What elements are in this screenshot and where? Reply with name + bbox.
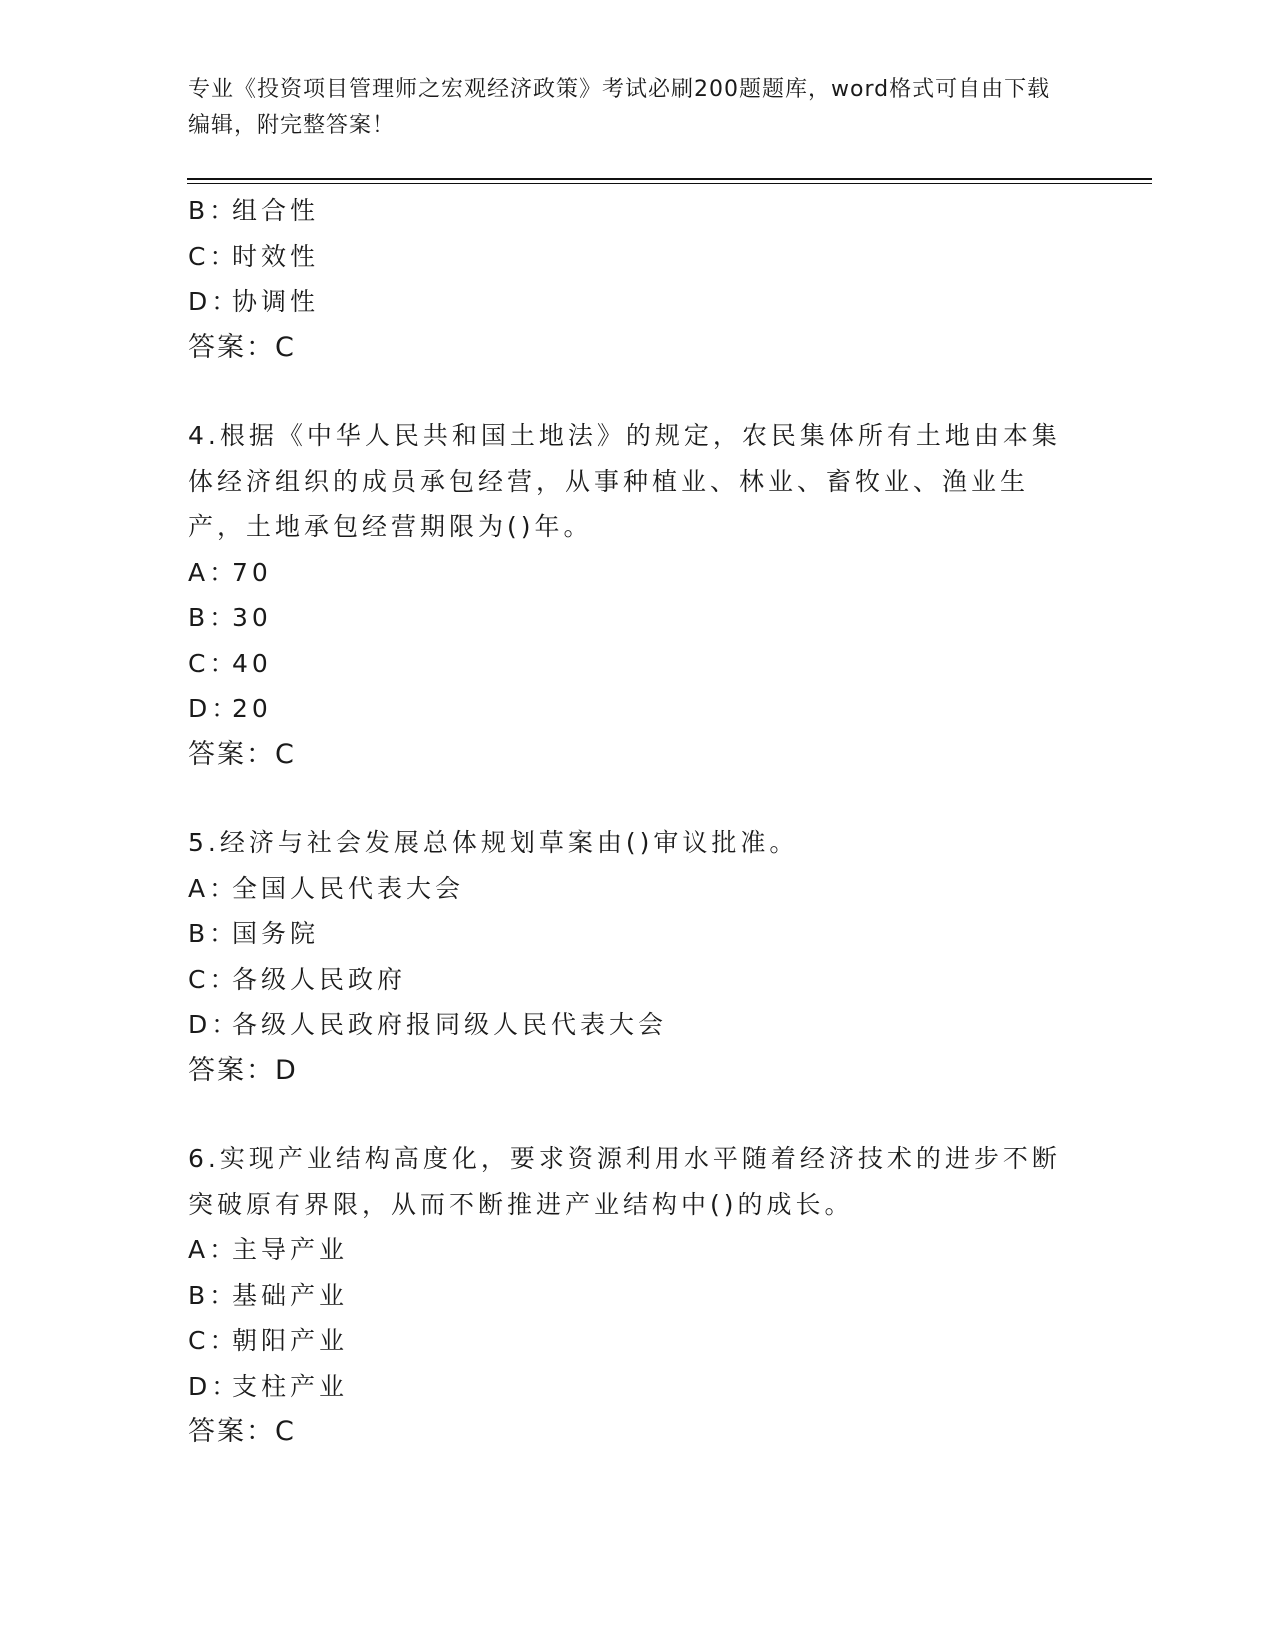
option-text: 40	[232, 648, 272, 678]
option-d	[188, 686, 1068, 732]
option-b	[188, 595, 1068, 641]
option-label: B：	[188, 196, 239, 225]
option-text: 时效性	[232, 241, 320, 271]
option-label: B：	[188, 603, 239, 632]
question-block-5	[188, 820, 1068, 1093]
header-rule-thin	[187, 183, 1152, 184]
option-text: 朝阳产业	[232, 1326, 349, 1355]
option-b	[188, 1273, 1068, 1319]
document-body	[188, 188, 1068, 1455]
option-b	[188, 911, 1068, 957]
question-block-6	[188, 1136, 1068, 1455]
option-c	[188, 957, 1068, 1003]
option-text: 各级人民政府报同级人民代表大会	[232, 1010, 668, 1039]
answer-line: 答案：C	[188, 331, 296, 363]
option-text: 国务院	[232, 919, 320, 948]
option-text: 30	[232, 603, 272, 632]
answer-line: 答案：C	[188, 738, 296, 770]
option-d	[188, 1364, 1068, 1410]
option-label: C：	[188, 964, 239, 994]
option-c	[188, 1318, 1068, 1364]
spacer	[188, 777, 1068, 820]
question-block-4	[188, 413, 1068, 777]
option-text: 协调性	[232, 287, 320, 316]
option-c	[188, 234, 1068, 280]
question-block-partial	[188, 188, 1068, 370]
option-label: A：	[188, 873, 239, 903]
option-label: D：	[188, 287, 241, 316]
option-b	[188, 188, 1068, 234]
answer-line: 答案：D	[188, 1054, 298, 1086]
option-label: D：	[188, 1010, 241, 1039]
option-d	[188, 279, 1068, 325]
option-text: 各级人民政府	[232, 964, 407, 994]
option-text: 70	[232, 557, 272, 587]
option-label: B：	[188, 1280, 239, 1310]
spacer	[188, 1093, 1068, 1136]
option-c	[188, 641, 1068, 687]
option-label: A：	[188, 1235, 239, 1264]
option-label: A：	[188, 557, 239, 587]
option-text: 组合性	[232, 196, 320, 225]
option-d	[188, 1002, 1068, 1048]
spacer	[188, 370, 1068, 413]
option-label: D：	[188, 1371, 241, 1401]
option-label: B：	[188, 919, 239, 948]
question-text: 6.实现产业结构高度化，要求资源利用水平随着经济技术的进步不断突破原有界限，从而不断推进产业结构中()的成长。	[188, 1144, 1061, 1219]
option-text: 主导产业	[232, 1235, 349, 1264]
option-text: 全国人民代表大会	[232, 873, 465, 903]
document-header: 专业《投资项目管理师之宏观经济政策》考试必刷200题题库，word格式可自由下载编辑，附完整答案！	[188, 77, 1051, 138]
option-a	[188, 1227, 1068, 1273]
option-a	[188, 550, 1068, 596]
option-label: C：	[188, 241, 239, 271]
question-text: 4.根据《中华人民共和国土地法》的规定，农民集体所有土地由本集体经济组织的成员承包经营，从事种植业、林业、畜牧业、渔业生产，土地承包经营期限为()年。	[188, 421, 1061, 541]
option-label: C：	[188, 648, 239, 678]
option-text: 20	[232, 694, 272, 723]
option-text: 支柱产业	[232, 1371, 349, 1401]
option-a	[188, 866, 1068, 912]
question-text: 5.经济与社会发展总体规划草案由()审议批准。	[188, 828, 799, 857]
header-rule-thick	[187, 178, 1152, 180]
answer-line: 答案：C	[188, 1416, 296, 1447]
option-label: C：	[188, 1326, 239, 1355]
option-text: 基础产业	[232, 1280, 349, 1310]
option-label: D：	[188, 694, 241, 723]
